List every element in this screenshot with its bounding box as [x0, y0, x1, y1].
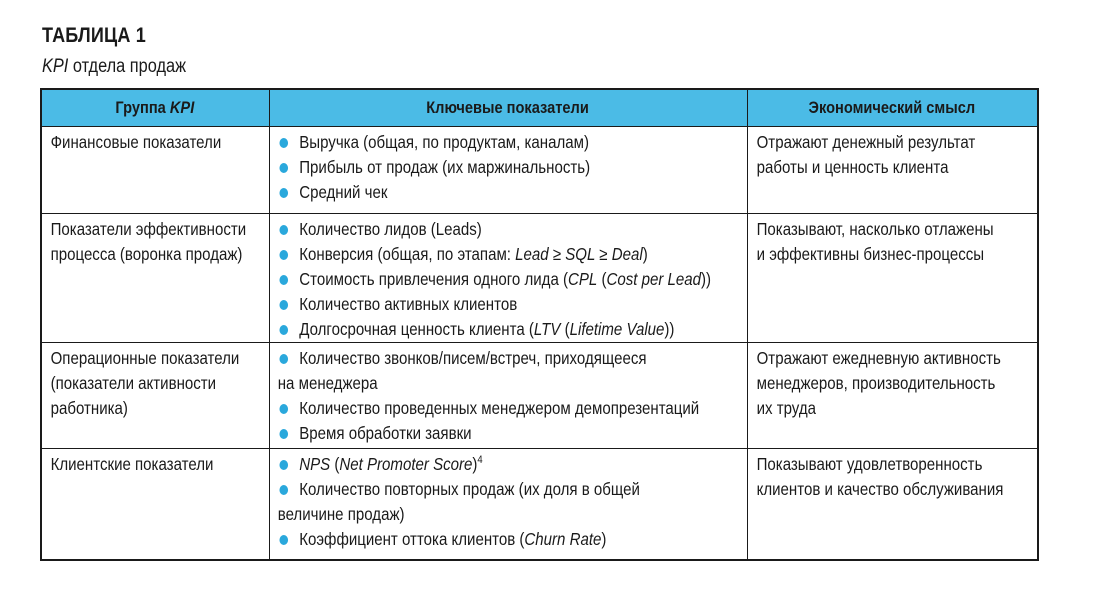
meaning-cell	[747, 127, 1038, 214]
table-caption	[42, 56, 186, 78]
caption-abbr: KPI	[42, 56, 69, 77]
indicator-item	[277, 421, 679, 446]
group-cell	[41, 343, 269, 449]
meaning-line: Показывают, насколько отлажены	[756, 219, 994, 239]
bullet-icon	[279, 535, 288, 545]
bullet-icon	[279, 250, 288, 260]
meaning-cell	[747, 343, 1038, 449]
indicator-text: (	[329, 454, 339, 474]
meaning-cell	[747, 449, 1038, 561]
bullet-icon	[279, 163, 288, 173]
meaning-text	[748, 343, 1001, 421]
indicator-text: Время обработки заявки	[298, 423, 472, 443]
indicator-item	[277, 346, 679, 371]
bullet-icon	[279, 138, 288, 148]
meaning-line: Отражают денежный результат	[756, 132, 975, 152]
group-text	[42, 449, 237, 477]
meaning-line: работы и ценность клиента	[756, 157, 948, 177]
indicator-item	[277, 371, 679, 396]
indicators-list	[270, 127, 680, 205]
bullet-icon	[279, 225, 288, 235]
indicator-text: CPL	[567, 269, 597, 289]
footnote-ref: 4	[476, 454, 483, 466]
indicator-text: ))	[700, 269, 711, 289]
header-meaning	[747, 89, 1038, 127]
group-text	[42, 127, 237, 155]
indicator-text: Коэффициент оттока клиентов (	[298, 529, 524, 549]
indicator-item	[277, 217, 679, 242]
indicator-item	[277, 452, 679, 477]
indicator-text: LTV	[533, 319, 560, 339]
indicator-item	[277, 267, 711, 292]
table-row	[41, 214, 1038, 343]
indicator-text: Количество проведенных менеджером демопрезентаций	[298, 398, 699, 418]
indicator-item	[277, 180, 679, 205]
indicator-text: )	[642, 244, 648, 264]
group-text	[42, 343, 240, 421]
bullet-icon	[279, 300, 288, 310]
indicator-item	[277, 292, 679, 317]
indicator-text: Lead ≥ SQL ≥ Deal	[514, 244, 643, 264]
indicators-cell	[269, 343, 747, 449]
meaning-line: клиентов и качество обслуживания	[756, 479, 1003, 499]
indicator-text: Долгосрочная ценность клиента (	[298, 319, 534, 339]
bullet-icon	[279, 325, 288, 335]
indicator-text: Конверсия (общая, по этапам:	[298, 244, 515, 264]
group-line: Операционные показатели	[50, 348, 240, 368]
group-line: Показатели эффективности	[50, 219, 247, 239]
bullet-icon	[279, 460, 288, 470]
indicator-text: Прибыль от продаж (их маржинальность)	[298, 157, 590, 177]
bullet-icon	[279, 188, 288, 198]
indicator-text: (	[596, 269, 606, 289]
indicator-text: Количество повторных продаж (их доля в общей	[298, 479, 640, 499]
indicator-item	[277, 242, 679, 267]
indicator-item	[277, 155, 679, 180]
bullet-icon	[279, 485, 288, 495]
header-group-abbr: KPI	[170, 98, 195, 117]
indicator-text: величине продаж)	[277, 504, 405, 524]
indicator-text: на менеджера	[277, 373, 378, 393]
indicator-text: )	[471, 454, 477, 474]
indicator-item	[277, 502, 679, 527]
header-meaning-text: Экономический смысл	[808, 98, 976, 117]
indicators-cell	[269, 449, 747, 561]
bullet-icon	[279, 354, 288, 364]
indicator-text: (	[559, 319, 570, 339]
indicator-text: Churn Rate	[523, 529, 601, 549]
indicator-text: Cost per Lead	[605, 269, 701, 289]
group-line: Клиентские показатели	[50, 454, 214, 474]
header-indicators	[269, 89, 747, 127]
indicator-text: Средний чек	[298, 182, 387, 202]
meaning-line: Показывают удовлетворенность	[756, 454, 982, 474]
kpi-table	[40, 88, 1039, 561]
indicator-text: ))	[663, 319, 674, 339]
indicator-text: Количество лидов (Leads)	[298, 219, 482, 239]
indicators-list	[270, 449, 680, 552]
indicator-text: Количество активных клиентов	[298, 294, 517, 314]
group-line: Финансовые показатели	[50, 132, 222, 152]
indicator-item	[277, 130, 679, 155]
table-row	[41, 343, 1038, 449]
meaning-text	[748, 127, 997, 180]
caption-rest: отдела продаж	[68, 56, 187, 77]
meaning-line: и эффективны бизнес-процессы	[756, 244, 984, 264]
bullet-icon	[279, 429, 288, 439]
header-group-text: Группа	[115, 98, 171, 117]
indicator-item	[277, 477, 679, 502]
table-label: ТАБЛИЦА 1	[42, 24, 146, 47]
indicators-cell	[269, 127, 747, 214]
indicator-text: Стоимость привлечения одного лида (	[298, 269, 568, 289]
indicator-text: Lifetime Value	[569, 319, 664, 339]
header-row	[41, 89, 1038, 127]
meaning-cell	[747, 214, 1038, 343]
meaning-line: Отражают ежедневную активность	[756, 348, 1001, 368]
indicator-item	[277, 527, 679, 552]
header-group	[41, 89, 269, 127]
indicator-text: )	[600, 529, 606, 549]
group-line: работника)	[50, 398, 128, 418]
indicator-text: Net Promoter Score	[338, 454, 472, 474]
indicators-list	[270, 343, 699, 446]
meaning-text	[748, 449, 1003, 502]
group-cell	[41, 127, 269, 214]
table-row	[41, 127, 1038, 214]
header-indicators-text: Ключевые показатели	[426, 98, 590, 117]
indicator-text: NPS	[298, 454, 330, 474]
group-line: процесса (воронка продаж)	[50, 244, 243, 264]
group-text	[42, 214, 247, 267]
bullet-icon	[279, 404, 288, 414]
indicator-text: Количество звонков/писем/встреч, приходящееся	[298, 348, 647, 368]
indicators-list	[270, 214, 711, 342]
bullet-icon	[279, 275, 288, 285]
group-line: (показатели активности	[50, 373, 217, 393]
meaning-line: менеджеров, производительность	[756, 373, 995, 393]
group-cell	[41, 214, 269, 343]
indicator-item	[277, 396, 699, 421]
meaning-text	[748, 214, 997, 267]
group-cell	[41, 449, 269, 561]
table-row	[41, 449, 1038, 561]
indicator-item	[277, 317, 679, 342]
indicators-cell	[269, 214, 747, 343]
indicator-text: Выручка (общая, по продуктам, каналам)	[298, 132, 589, 152]
meaning-line: их труда	[756, 398, 816, 418]
